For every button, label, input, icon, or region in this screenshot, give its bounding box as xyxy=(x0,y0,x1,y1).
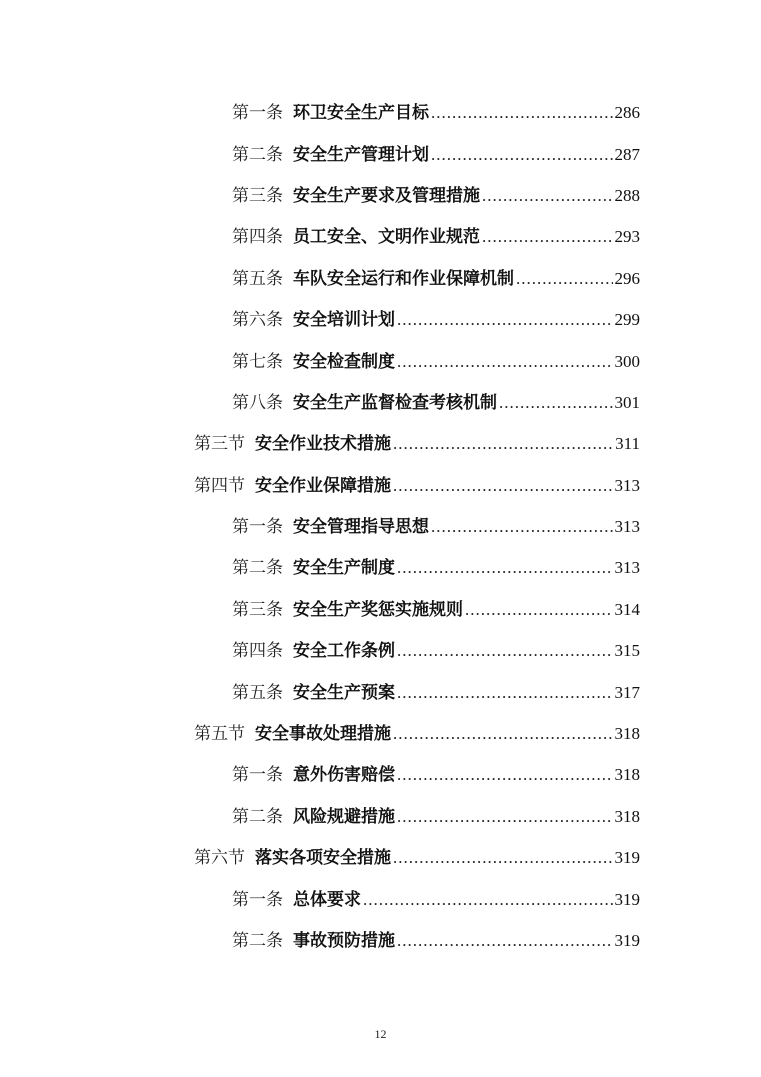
toc-entry-page: 296 xyxy=(614,268,640,288)
toc-entry-title: 安全生产监督检查考核机制 xyxy=(293,392,497,413)
toc-dot-leader xyxy=(397,559,613,576)
toc-entry-page: 314 xyxy=(614,599,640,619)
toc-entry-page: 313 xyxy=(614,517,640,537)
toc-entry-page: 299 xyxy=(614,310,640,330)
toc-entry-page: 301 xyxy=(614,392,640,412)
toc-entry-page: 315 xyxy=(614,641,640,661)
toc-entry-page: 318 xyxy=(614,806,640,826)
toc-entry-title: 环卫安全生产目标 xyxy=(293,103,429,124)
toc-entry[interactable] xyxy=(0,587,761,628)
toc-entry-number: 第四条 xyxy=(232,227,283,248)
toc-entry-number: 第八条 xyxy=(232,392,283,413)
toc-entry[interactable] xyxy=(0,628,761,669)
toc-entry-page: 313 xyxy=(614,558,640,578)
toc-entry[interactable] xyxy=(0,669,761,710)
toc-entry-number: 第二条 xyxy=(232,931,283,951)
toc-entry-number: 第三条 xyxy=(232,599,283,620)
toc-entry-title: 安全生产制度 xyxy=(293,558,395,579)
toc-entry-title: 安全生产预案 xyxy=(293,682,395,703)
toc-dot-leader xyxy=(397,932,613,949)
toc-dot-leader xyxy=(393,435,613,452)
toc-entry-page: 311 xyxy=(615,434,640,454)
toc-dot-leader xyxy=(393,725,613,742)
toc-entry-title: 安全管理指导思想 xyxy=(293,517,429,538)
toc-entry-number: 第一条 xyxy=(232,765,283,786)
toc-entry-title: 安全作业保障措施 xyxy=(255,475,391,496)
toc-entry-title: 安全生产奖惩实施规则 xyxy=(293,599,463,620)
toc-entry-number: 第五条 xyxy=(232,268,283,289)
toc-entry-title: 意外伤害赔偿 xyxy=(293,765,395,786)
toc-entry-page: 319 xyxy=(614,848,640,868)
toc-entry[interactable] xyxy=(0,173,761,214)
toc-dot-leader xyxy=(397,766,613,783)
toc-entry-number: 第二条 xyxy=(232,806,283,827)
toc-entry[interactable] xyxy=(0,90,761,131)
toc-entry-page: 286 xyxy=(614,103,640,123)
toc-entry-title: 车队安全运行和作业保障机制 xyxy=(293,268,514,289)
toc-entry[interactable] xyxy=(0,876,761,917)
toc-entry-title: 安全检查制度 xyxy=(293,351,395,372)
toc-section-entry[interactable] xyxy=(0,711,761,752)
toc-entry-number: 第六节 xyxy=(194,848,245,869)
toc-entry-page: 300 xyxy=(614,351,640,371)
toc-entry-number: 第一条 xyxy=(232,517,283,538)
toc-entry-number: 第六条 xyxy=(232,310,283,331)
toc-entry-number: 第四条 xyxy=(232,641,283,662)
toc-entry[interactable] xyxy=(0,545,761,586)
toc-entry-title: 风险规避措施 xyxy=(293,806,395,827)
toc-entry-number: 第一条 xyxy=(232,889,283,910)
toc-entry[interactable] xyxy=(0,380,761,421)
toc-entry[interactable] xyxy=(0,338,761,379)
toc-entry-page: 319 xyxy=(614,889,640,909)
toc-entry-page: 313 xyxy=(614,475,640,495)
toc-dot-leader xyxy=(499,394,613,411)
toc-dot-leader xyxy=(482,187,613,204)
toc-entry-page: 317 xyxy=(614,682,640,702)
toc-section-entry[interactable] xyxy=(0,421,761,462)
toc-entry-page: 293 xyxy=(614,227,640,247)
toc-entry[interactable] xyxy=(0,297,761,338)
toc-entry-title: 安全工作条例 xyxy=(293,641,395,662)
toc-dot-leader xyxy=(397,642,613,659)
toc-entry[interactable] xyxy=(0,918,761,959)
toc-dot-leader xyxy=(397,311,613,328)
toc-entry-number: 第五条 xyxy=(232,682,283,703)
toc-entry-title: 员工安全、文明作业规范 xyxy=(293,227,480,248)
toc-dot-leader xyxy=(431,104,613,121)
table-of-contents xyxy=(0,90,761,959)
toc-section-entry[interactable] xyxy=(0,463,761,504)
toc-entry-page: 318 xyxy=(614,765,640,785)
toc-dot-leader xyxy=(397,808,613,825)
toc-entry[interactable] xyxy=(0,214,761,255)
toc-entry-page: 287 xyxy=(614,144,640,164)
toc-entry-number: 第一条 xyxy=(232,103,283,124)
toc-dot-leader xyxy=(516,270,613,287)
toc-dot-leader xyxy=(397,684,613,701)
toc-entry[interactable] xyxy=(0,794,761,835)
toc-dot-leader xyxy=(393,477,613,494)
toc-entry-number: 第二条 xyxy=(232,558,283,579)
toc-dot-leader xyxy=(482,228,613,245)
toc-entry-title: 安全培训计划 xyxy=(293,310,395,331)
page-number-footer: 12 xyxy=(374,1027,387,1041)
toc-dot-leader xyxy=(431,146,613,163)
toc-entry-title: 安全生产要求及管理措施 xyxy=(293,185,480,206)
toc-entry-title: 总体要求 xyxy=(293,889,361,910)
toc-dot-leader xyxy=(393,849,613,866)
toc-entry-title: 安全生产管理计划 xyxy=(293,144,429,165)
toc-dot-leader xyxy=(363,891,613,908)
toc-entry[interactable] xyxy=(0,752,761,793)
toc-entry-title: 事故预防措施 xyxy=(293,931,395,951)
toc-entry-title: 安全事故处理措施 xyxy=(255,724,391,745)
toc-entry-number: 第二条 xyxy=(232,144,283,165)
toc-dot-leader xyxy=(397,353,613,370)
toc-entry-number: 第五节 xyxy=(194,724,245,745)
toc-entry[interactable] xyxy=(0,504,761,545)
toc-entry[interactable] xyxy=(0,131,761,172)
toc-dot-leader xyxy=(465,601,613,618)
toc-entry[interactable] xyxy=(0,256,761,297)
toc-entry-number: 第三节 xyxy=(194,434,245,455)
toc-entry-page: 319 xyxy=(614,931,640,950)
toc-section-entry[interactable] xyxy=(0,835,761,876)
toc-entry-page: 318 xyxy=(614,724,640,744)
toc-dot-leader xyxy=(431,518,613,535)
toc-entry-number: 第七条 xyxy=(232,351,283,372)
toc-entry-title: 安全作业技术措施 xyxy=(255,434,391,455)
toc-entry-number: 第三条 xyxy=(232,185,283,206)
toc-entry-page: 288 xyxy=(614,185,640,205)
toc-entry-title: 落实各项安全措施 xyxy=(255,848,391,869)
toc-entry-number: 第四节 xyxy=(194,475,245,496)
